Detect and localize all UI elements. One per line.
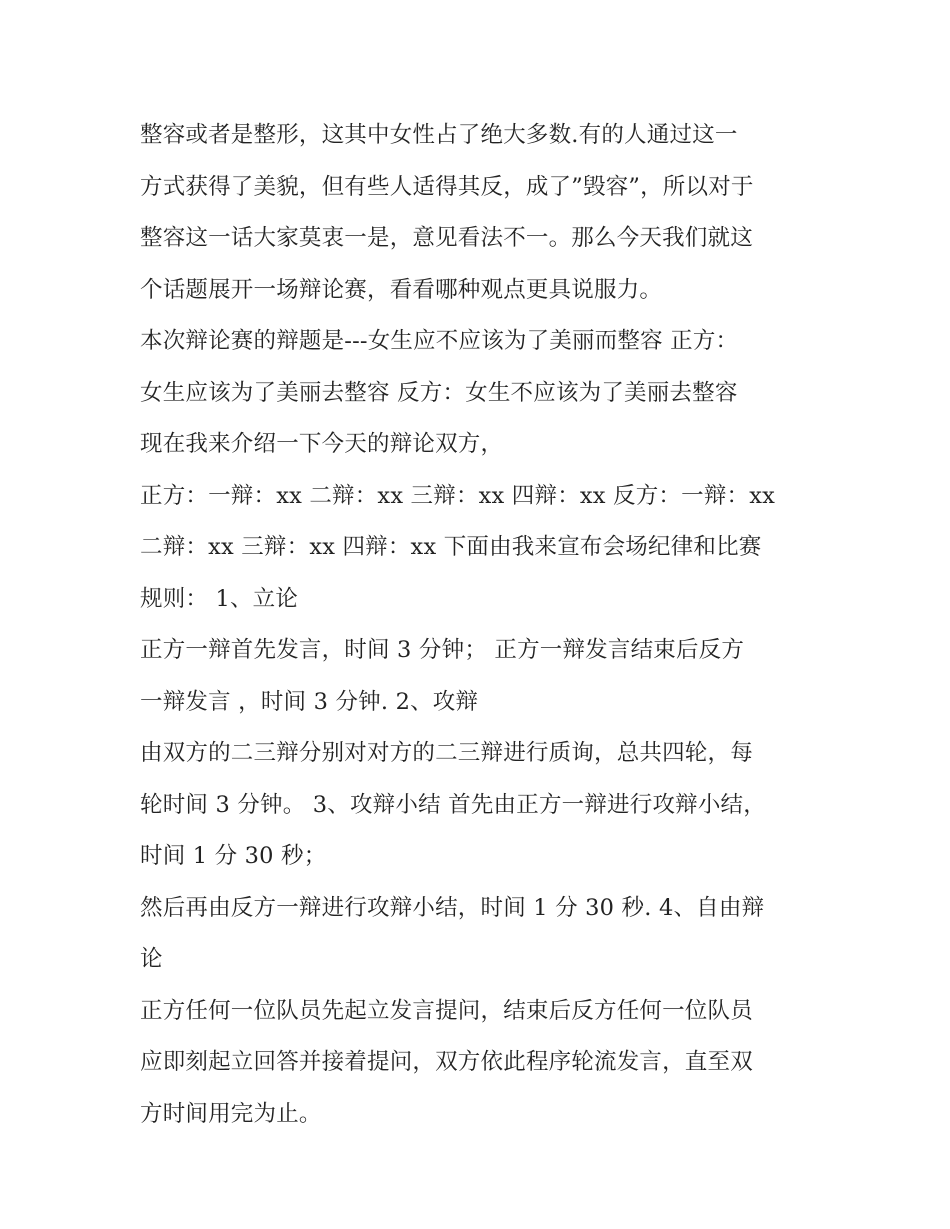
text-line-18: 正方任何一位队员先起立发言提问，结束后反方任何一位队员 bbox=[140, 997, 753, 1024]
text-line-17: 论 bbox=[140, 946, 163, 972]
text-line-5: 本次辩论赛的辩题是---女生应不应该为了美丽而整容 正方： bbox=[140, 328, 739, 354]
text-line-14: 轮时间 3 分钟。 3、攻辩小结 首先由正方一辩进行攻辩小结， bbox=[140, 791, 766, 818]
text-line-20: 方时间用完为止。 bbox=[140, 1100, 322, 1127]
text-line-12: 一辩发言 ，时间 3 分钟. 2、攻辩 bbox=[140, 688, 479, 715]
text-line-9: 二辩：xx 三辩：xx 四辩：xx 下面由我来宣布会场纪律和比赛 bbox=[140, 534, 762, 560]
text-line-11: 正方一辩首先发言，时间 3 分钟； 正方一辩发言结束后反方 bbox=[140, 637, 745, 663]
text-line-19: 应即刻起立回答并接着提问，双方依此程序轮流发言，直至双 bbox=[140, 1049, 753, 1075]
document-body bbox=[140, 110, 820, 1140]
text-line-8: 正方：一辩：xx 二辩：xx 三辩：xx 四辩：xx 反方：一辩：xx bbox=[140, 482, 776, 509]
text-line-1: 整容或者是整形，这其中女性占了绝大多数.有的人通过这一 bbox=[140, 122, 738, 148]
text-line-7: 现在我来介绍一下今天的辩论双方， bbox=[140, 431, 504, 457]
text-line-15: 时间 1 分 30 秒； bbox=[140, 843, 327, 869]
text-line-10: 规则： 1、立论 bbox=[140, 585, 299, 612]
text-line-13: 由双方的二三辩分别对对方的二三辩进行质询，总共四轮，每 bbox=[140, 740, 753, 766]
text-line-3: 整容这一话大家莫衷一是，意见看法不一。那么今天我们就这 bbox=[140, 225, 753, 251]
text-line-2: 方式获得了美貌，但有些人适得其反，成了”毁容”，所以对于 bbox=[140, 173, 754, 200]
text-line-4: 个话题展开一场辩论赛，看看哪种观点更具说服力。 bbox=[140, 276, 663, 303]
text-line-6: 女生应该为了美丽去整容 反方：女生不应该为了美丽去整容 bbox=[140, 379, 738, 406]
text-line-16: 然后再由反方一辩进行攻辩小结，时间 1 分 30 秒. 4、自由辩 bbox=[140, 894, 765, 921]
